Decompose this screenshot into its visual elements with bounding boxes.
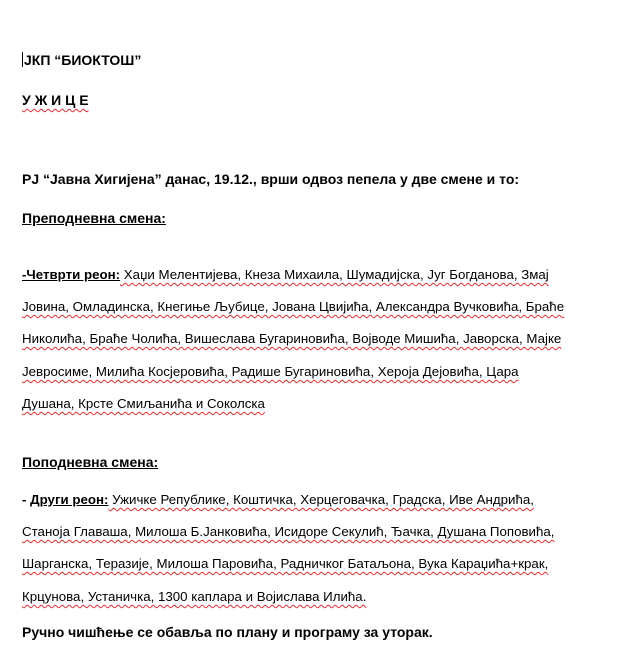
afternoon-region-prefix: - [22, 492, 31, 507]
announcement: РЈ “Јавна Хигијена” данас, 19.12., врши одвоз пепела у две смене и то: [22, 171, 520, 187]
company-name [22, 52, 141, 68]
morning-shift-heading: Преподневна смена: [22, 210, 166, 226]
afternoon-region-label: Други реон: [30, 492, 109, 507]
company-text: ЈКП “БИОКТОШ” [24, 52, 142, 68]
afternoon-line-3: Шарганска, Теразије, Милоша Паровића, Радничког Батаљона, Вука Караџића+крак, [22, 556, 549, 571]
morning-region-label: -Четврти реон: [22, 267, 121, 282]
afternoon-line-1-text: Ужичке Републике, Коштичка, Херцеговачка, Градска, Иве Андрића, [108, 492, 534, 507]
morning-line-1 [22, 267, 549, 282]
morning-line-5: Душана, Крсте Смиљанића и Соколска [22, 396, 265, 411]
morning-line-4: Јевросиме, Милића Косјеровића, Радише Бугариновића, Хероја Дејовића, Цара [22, 364, 519, 379]
afternoon-shift-heading: Поподневна смена: [22, 454, 159, 470]
morning-line-2: Јовина, Омладинска, Кнегиње Љубице, Јована Цвијића, Александра Вучковића, Браће [22, 299, 565, 314]
city-name: У Ж И Ц Е [22, 92, 89, 108]
text-cursor [22, 52, 23, 67]
morning-line-3: Николића, Браће Чолића, Вишеслава Бугариновића, Војводе Мишића, Јаворска, Мајке [22, 331, 562, 346]
afternoon-line-2: Станоја Главаша, Милоша Б.Јанковића, Исидоре Секулић, Ђачка, Душана Поповића, [22, 524, 555, 539]
afternoon-line-4: Крцунова, Устаничка, 1300 каплара и Војислава Илића. [22, 589, 367, 604]
morning-line-1-text: Хаџи Мелентијева, Кнеза Михаила, Шумадијска, Југ Богданова, Змај [120, 267, 549, 282]
footer-note: Ручно чишћење се обавља по плану и програму за уторак. [22, 624, 433, 640]
afternoon-line-1 [22, 492, 534, 507]
